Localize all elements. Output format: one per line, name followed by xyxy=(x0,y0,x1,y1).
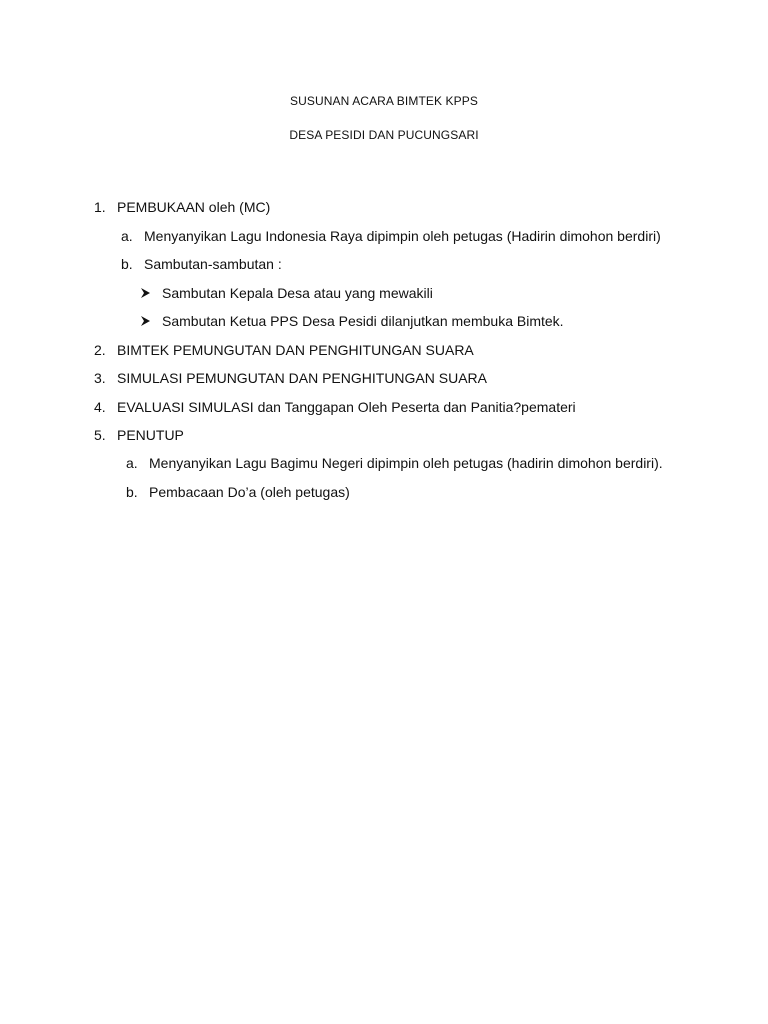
arrow-bullet-icon xyxy=(140,287,152,299)
list-marker: 5. xyxy=(94,427,106,443)
sub-item-text: Pembacaan Do’a (oleh petugas) xyxy=(149,484,350,500)
sub-marker: b. xyxy=(126,484,138,500)
list-marker: 4. xyxy=(94,399,106,415)
sub-marker: b. xyxy=(121,256,133,272)
bullet-text: Sambutan Kepala Desa atau yang mewakili xyxy=(162,285,433,301)
list-item-text: PEMBUKAAN oleh (MC) xyxy=(117,199,271,215)
list-marker: 3. xyxy=(94,370,106,386)
bullet-text: Sambutan Ketua PPS Desa Pesidi dilanjutkan membuka Bimtek. xyxy=(162,313,564,329)
list-item-text: SIMULASI PEMUNGUTAN DAN PENGHITUNGAN SUARA xyxy=(117,370,488,386)
sub-marker: a. xyxy=(121,228,133,244)
list-marker: 1. xyxy=(94,199,106,215)
document-subtitle: DESA PESIDI DAN PUCUNGSARI xyxy=(289,128,479,142)
arrow-bullet-icon xyxy=(140,315,152,327)
list-marker: 2. xyxy=(94,342,106,358)
sub-item-text: Menyanyikan Lagu Indonesia Raya dipimpin oleh petugas (Hadirin dimohon berdiri) xyxy=(144,228,661,244)
list-item-text: EVALUASI SIMULASI dan Tanggapan Oleh Peserta dan Panitia?pemateri xyxy=(117,399,576,415)
list-item-text: BIMTEK PEMUNGUTAN DAN PENGHITUNGAN SUARA xyxy=(117,342,474,358)
sub-marker: a. xyxy=(126,455,138,471)
sub-item-text: Menyanyikan Lagu Bagimu Negeri dipimpin oleh petugas (hadirin dimohon berdiri). xyxy=(149,455,663,471)
list-item-text: PENUTUP xyxy=(117,427,184,443)
document-title: SUSUNAN ACARA BIMTEK KPPS xyxy=(290,94,478,108)
sub-item-text: Sambutan-sambutan : xyxy=(144,256,282,272)
